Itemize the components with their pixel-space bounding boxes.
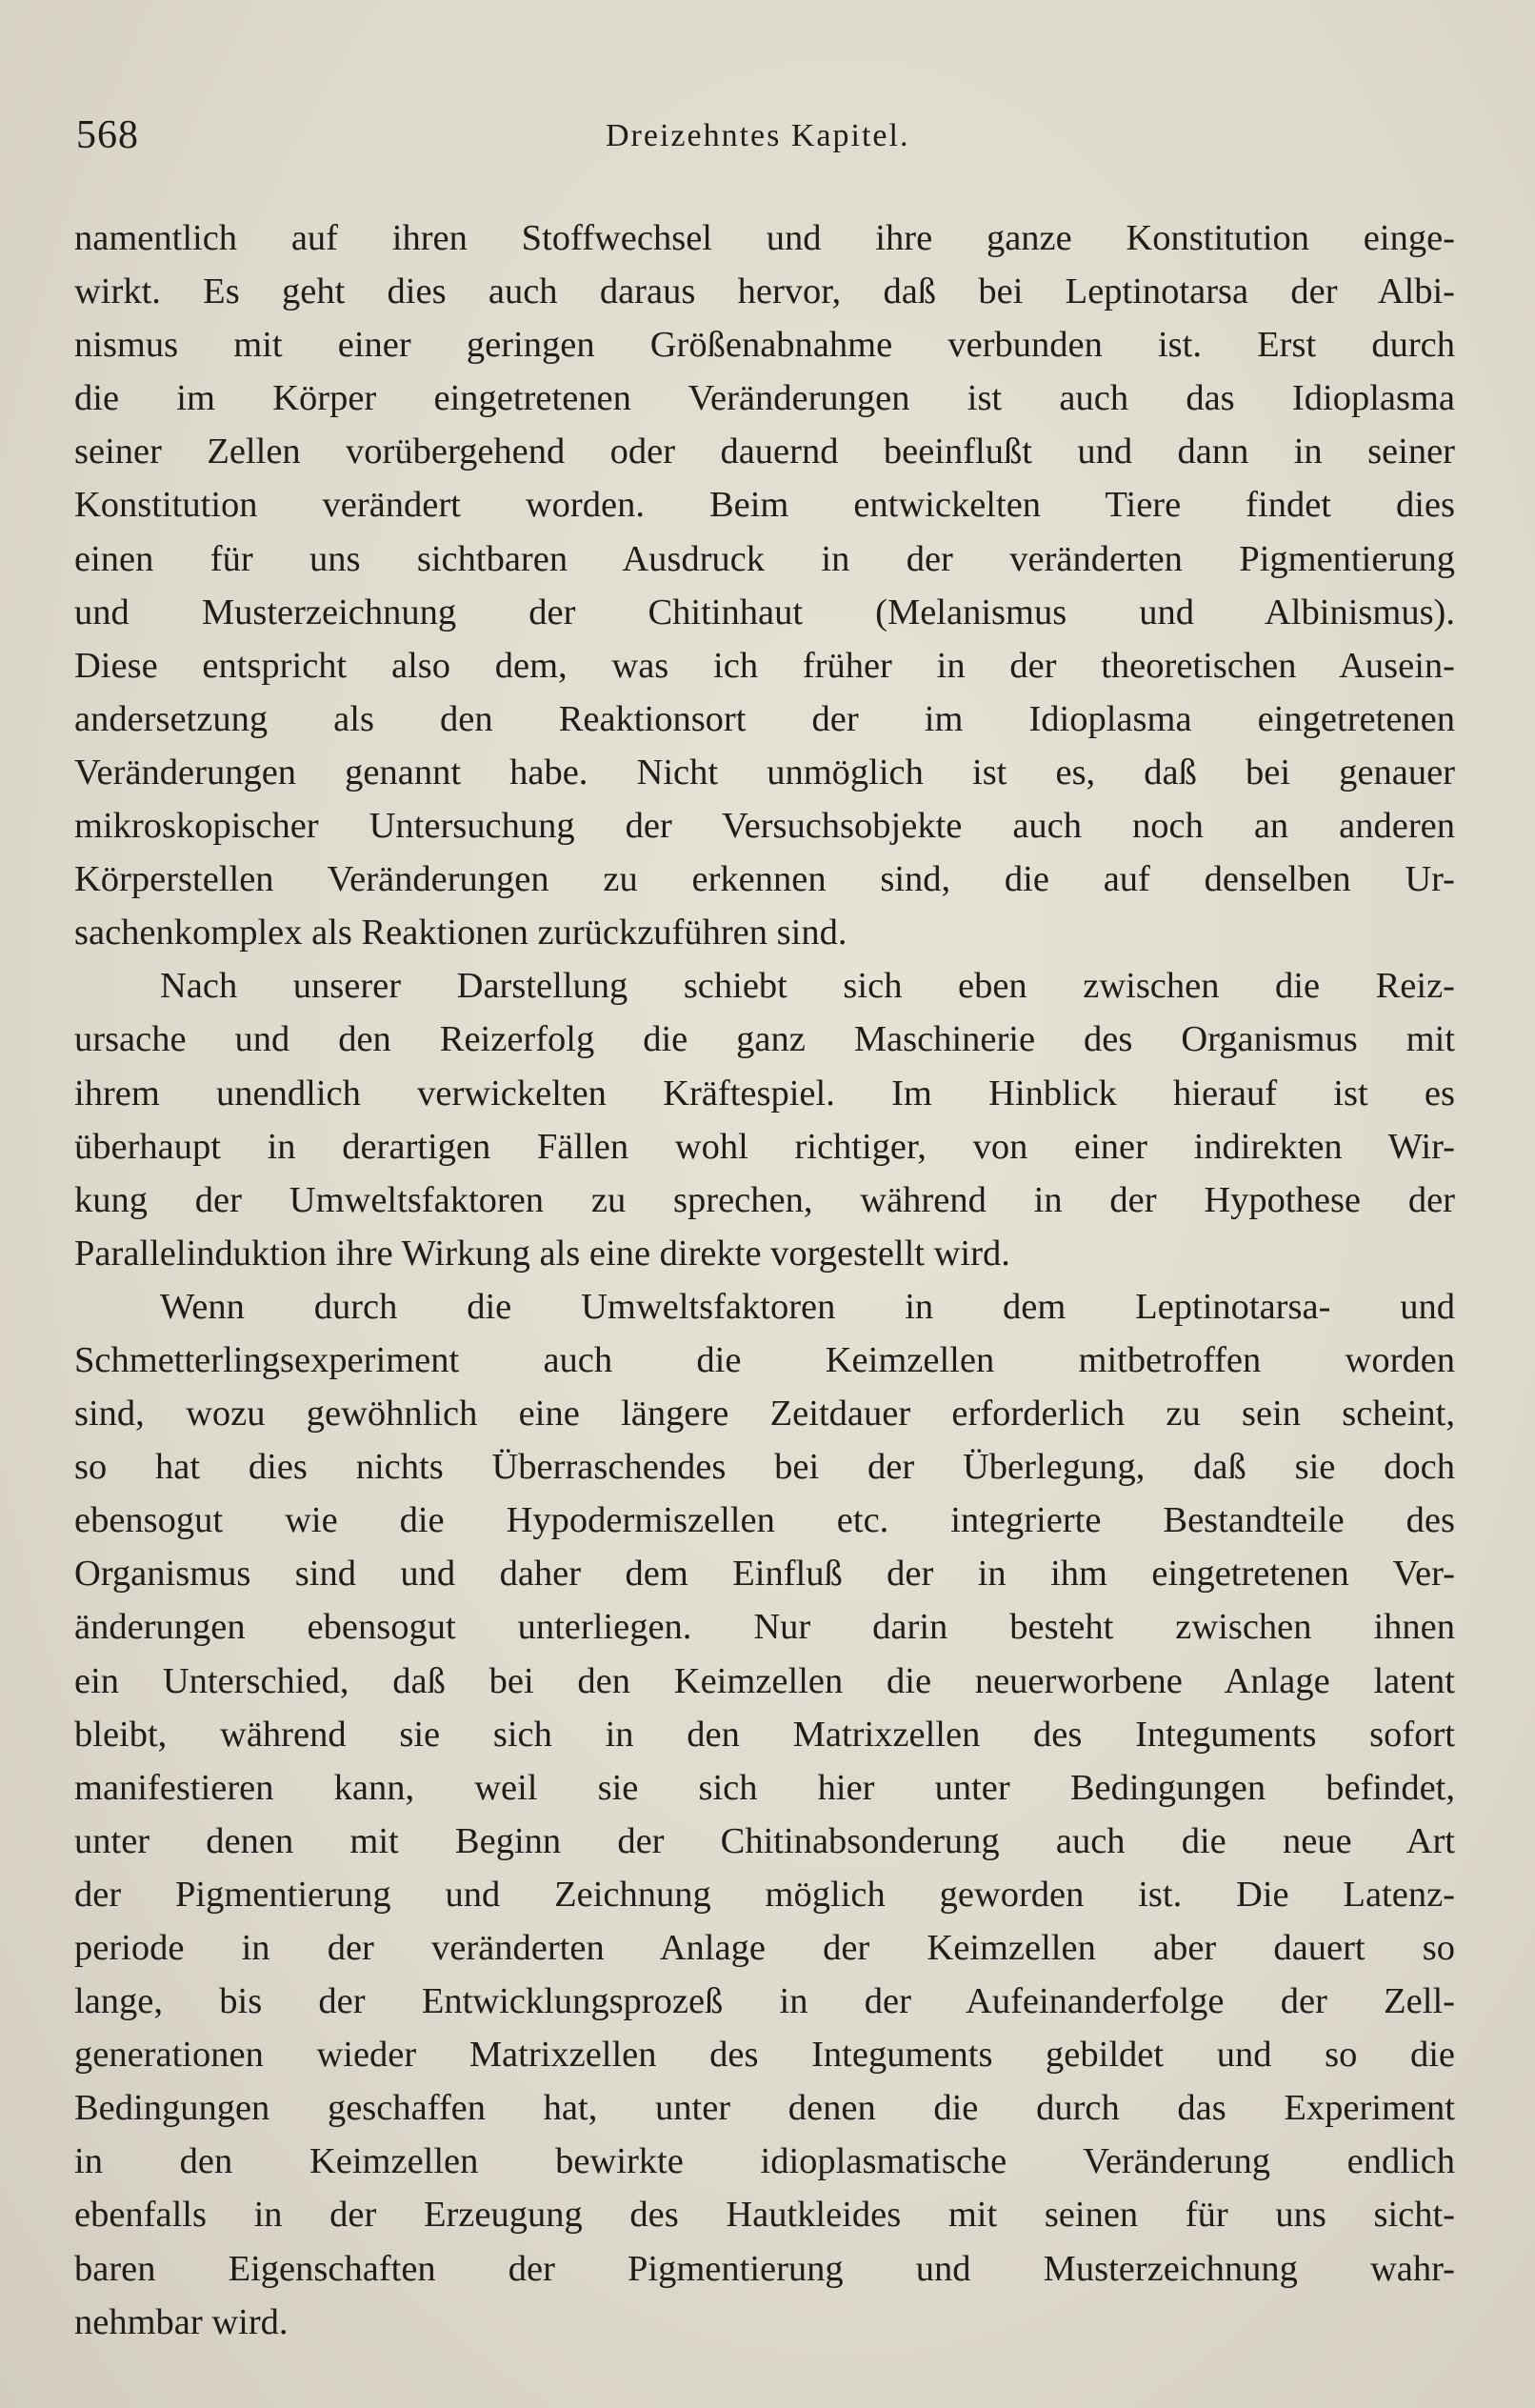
text-line: sachenkomplex als Reaktionen zurückzuführen sind.	[74, 913, 847, 953]
text-line: andersetzung als den Reaktionsort der im Idioplasma eingetretenen	[74, 698, 1455, 739]
text-line: Nach unserer Darstellung schiebt sich eben zwischen die Reiz-	[160, 966, 1455, 1007]
text-line: ursache und den Reizerfolg die ganz Maschinerie des Organismus mit	[74, 1019, 1455, 1060]
text-line: manifestieren kann, weil sie sich hier unter Bedingungen befindet,	[74, 1767, 1455, 1808]
text-line: bleibt, während sie sich in den Matrixzellen des Integuments sofort	[74, 1714, 1455, 1755]
text-line: periode in der veränderten Anlage der Keimzellen aber dauert so	[74, 1928, 1455, 1968]
running-title: Dreizehntes Kapitel.	[606, 118, 910, 153]
body-text	[74, 211, 1455, 2349]
text-line: nismus mit einer geringen Größenabnahme verbunden ist. Erst durch	[74, 325, 1455, 366]
text-line: änderungen ebensogut unterliegen. Nur darin besteht zwischen ihnen	[74, 1607, 1455, 1648]
text-line: nehmbar wird.	[74, 2301, 289, 2342]
text-line: Wenn durch die Umweltsfaktoren in dem Leptinotarsa- und	[160, 1286, 1455, 1327]
page-number: 568	[76, 113, 139, 157]
text-line: Bedingungen geschaffen hat, unter denen die durch das Experiment	[74, 2088, 1455, 2129]
text-line: der Pigmentierung und Zeichnung möglich geworden ist. Die Latenz-	[74, 1874, 1455, 1915]
text-line: ebenfalls in der Erzeugung des Hautkleides mit seinen für uns sicht-	[74, 2195, 1455, 2236]
paragraph	[74, 959, 1455, 1280]
text-line: sind, wozu gewöhnlich eine längere Zeitdauer erforderlich zu sein scheint,	[74, 1394, 1455, 1435]
text-line: in den Keimzellen bewirkte idioplasmatische Veränderung endlich	[74, 2141, 1455, 2182]
text-line: überhaupt in derartigen Fällen wohl richtiger, von einer indirekten Wir-	[74, 1126, 1455, 1167]
text-line: wirkt. Es geht dies auch daraus hervor, daß bei Leptinotarsa der Albi-	[74, 271, 1455, 312]
paragraph	[74, 1280, 1455, 2349]
text-line: seiner Zellen vorübergehend oder dauernd beeinflußt und dann in seiner	[74, 431, 1455, 472]
text-line: ebensogut wie die Hypodermiszellen etc. integrierte Bestandteile des	[74, 1500, 1455, 1541]
text-line: unter denen mit Beginn der Chitinabsonderung auch die neue Art	[74, 1820, 1455, 1861]
text-line: einen für uns sichtbaren Ausdruck in der veränderten Pigmentierung	[74, 538, 1455, 579]
text-line: Organismus sind und daher dem Einfluß der in ihm eingetretenen Ver-	[74, 1554, 1455, 1595]
paragraph	[74, 211, 1455, 959]
text-line: Veränderungen genannt habe. Nicht unmöglich ist es, daß bei genauer	[74, 752, 1455, 793]
text-line: lange, bis der Entwicklungsprozeß in der Aufeinanderfolge der Zell-	[74, 1981, 1455, 2022]
text-line: kung der Umweltsfaktoren zu sprechen, während in der Hypothese der	[74, 1179, 1455, 1220]
text-line: und Musterzeichnung der Chitinhaut (Melanismus und Albinismus).	[74, 592, 1455, 632]
page-header	[76, 112, 1457, 160]
text-line: ihrem unendlich verwickelten Kräftespiel. Im Hinblick hierauf ist es	[74, 1073, 1455, 1114]
text-line: generationen wieder Matrixzellen des Integuments gebildet und so die	[74, 2035, 1455, 2076]
text-line: Körperstellen Veränderungen zu erkennen sind, die auf denselben Ur-	[74, 859, 1455, 900]
text-line: mikroskopischer Untersuchung der Versuchsobjekte auch noch an anderen	[74, 806, 1455, 847]
text-line: baren Eigenschaften der Pigmentierung und Musterzeichnung wahr-	[74, 2248, 1455, 2289]
text-line: Diese entspricht also dem, was ich früher in der theoretischen Ausein-	[74, 645, 1455, 686]
text-line: ein Unterschied, daß bei den Keimzellen die neuerworbene Anlage latent	[74, 1660, 1455, 1701]
text-line: die im Körper eingetretenen Veränderungen ist auch das Idioplasma	[74, 378, 1455, 419]
text-line: so hat dies nichts Überraschendes bei der Überlegung, daß sie doch	[74, 1447, 1455, 1488]
text-line: namentlich auf ihren Stoffwechsel und ihre ganze Konstitution einge-	[74, 218, 1455, 258]
text-line: Konstitution verändert worden. Beim entwickelten Tiere findet dies	[74, 485, 1455, 526]
text-line: Parallelinduktion ihre Wirkung als eine direkte vorgestellt wird.	[74, 1233, 1010, 1274]
text-line: Schmetterlingsexperiment auch die Keimzellen mitbetroffen worden	[74, 1339, 1455, 1380]
